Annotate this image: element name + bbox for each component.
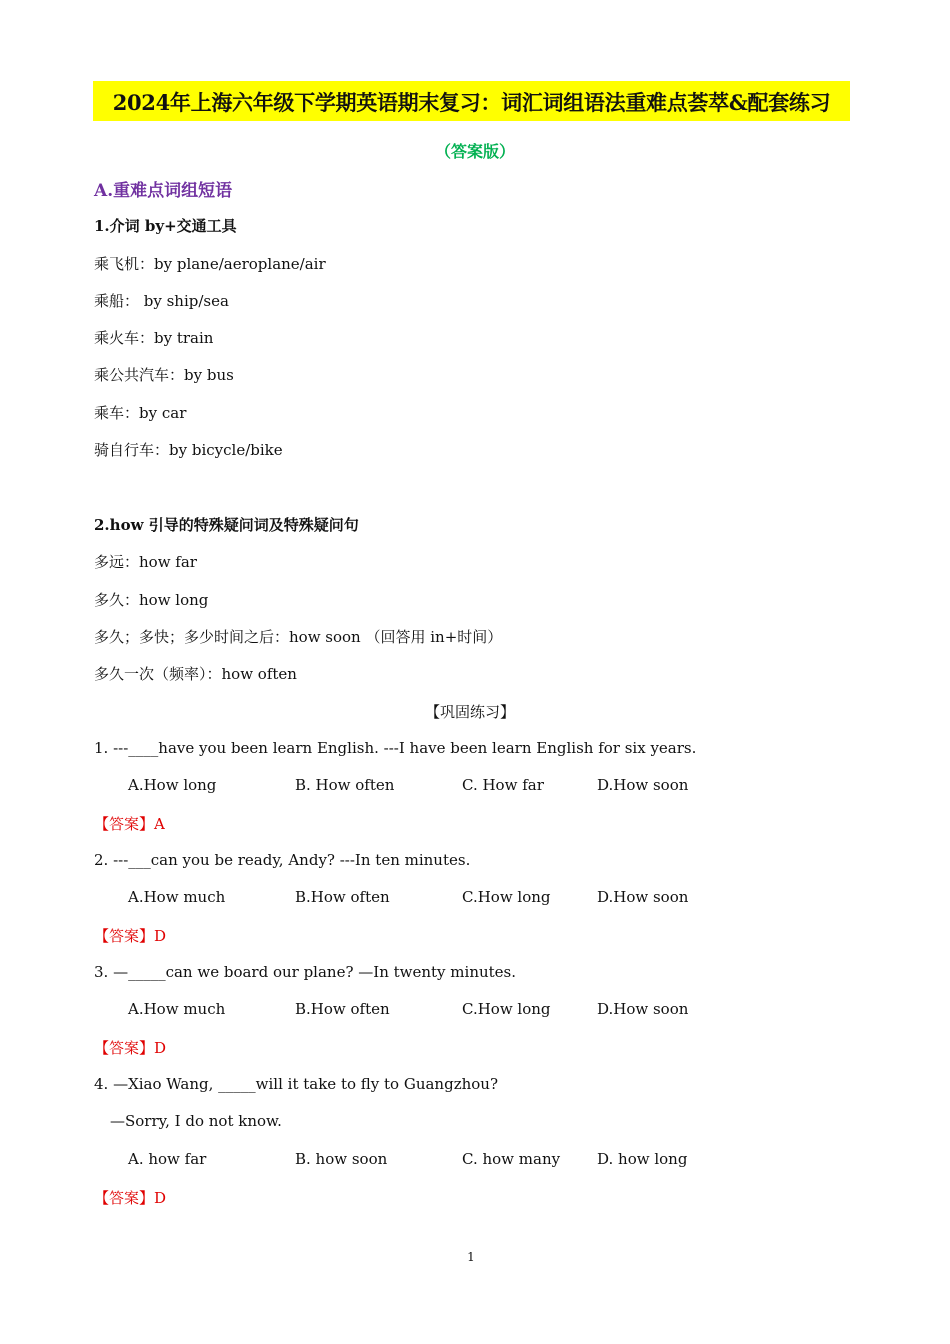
option-b: B.How often — [295, 1000, 390, 1018]
document-title: 2024年上海六年级下学期英语期末复习：词汇词组语法重难点荟萃&配套练习 — [112, 90, 831, 115]
answer-label: 【答案】D — [94, 1189, 167, 1207]
list-item: 多久一次（频率）：how often — [94, 665, 297, 683]
document-subtitle: （答案版） — [434, 142, 515, 161]
list-item: 多远：how far — [94, 553, 197, 571]
list-item: 骑自行车：by bicycle/bike — [94, 441, 283, 459]
option-d: D.How soon — [597, 1000, 689, 1018]
option-d: D.How soon — [597, 888, 689, 906]
option-c: C.How long — [462, 888, 551, 906]
question-stem: 1. ---____have you been learn English. ---I have been learn English for six years. — [94, 739, 697, 757]
question-stem: 2. ---___can you be ready, Andy? ---In ten minutes. — [94, 851, 471, 869]
option-b: B.How often — [295, 888, 390, 906]
question-stem: 3. —_____can we board our plane? —In twenty minutes. — [94, 963, 517, 981]
option-c: C. How far — [462, 776, 544, 794]
section-a-heading: A.重难点词组短语 — [94, 181, 233, 201]
option-a: A.How much — [128, 888, 226, 906]
option-d: D.How soon — [597, 776, 689, 794]
list-item: 乘车：by car — [94, 404, 187, 422]
question-stem-reply: —Sorry, I do not know. — [110, 1112, 282, 1130]
question-stem: 4. —Xiao Wang, _____will it take to fly to Guangzhou? — [94, 1075, 498, 1093]
list-item: 乘飞机：by plane/aeroplane/air — [94, 255, 326, 273]
list-item: 乘火车：by train — [94, 329, 214, 347]
practice-heading: 【巩固练习】 — [424, 703, 515, 721]
list-item: 乘公共汽车：by bus — [94, 366, 234, 384]
page-number: 1 — [467, 1250, 475, 1264]
answer-label: 【答案】D — [94, 927, 167, 945]
list-item: 多久：how long — [94, 591, 209, 609]
part2-heading: 2.how 引导的特殊疑问词及特殊疑问句 — [94, 516, 359, 534]
answer-label: 【答案】D — [94, 1039, 167, 1057]
option-b: B. How often — [295, 776, 395, 794]
option-d: D. how long — [597, 1150, 688, 1168]
option-b: B. how soon — [295, 1150, 388, 1168]
option-c: C.How long — [462, 1000, 551, 1018]
option-a: A. how far — [128, 1150, 207, 1168]
answer-label: 【答案】A — [94, 815, 165, 833]
option-c: C. how many — [462, 1150, 561, 1168]
part1-heading: 1.介词 by+交通工具 — [94, 217, 237, 235]
list-item: 乘船： by ship/sea — [94, 292, 229, 310]
option-a: A.How much — [128, 1000, 226, 1018]
title-highlight — [93, 81, 850, 121]
list-item: 多久；多快；多少时间之后：how soon （回答用 in+时间） — [94, 628, 503, 646]
option-a: A.How long — [128, 776, 217, 794]
